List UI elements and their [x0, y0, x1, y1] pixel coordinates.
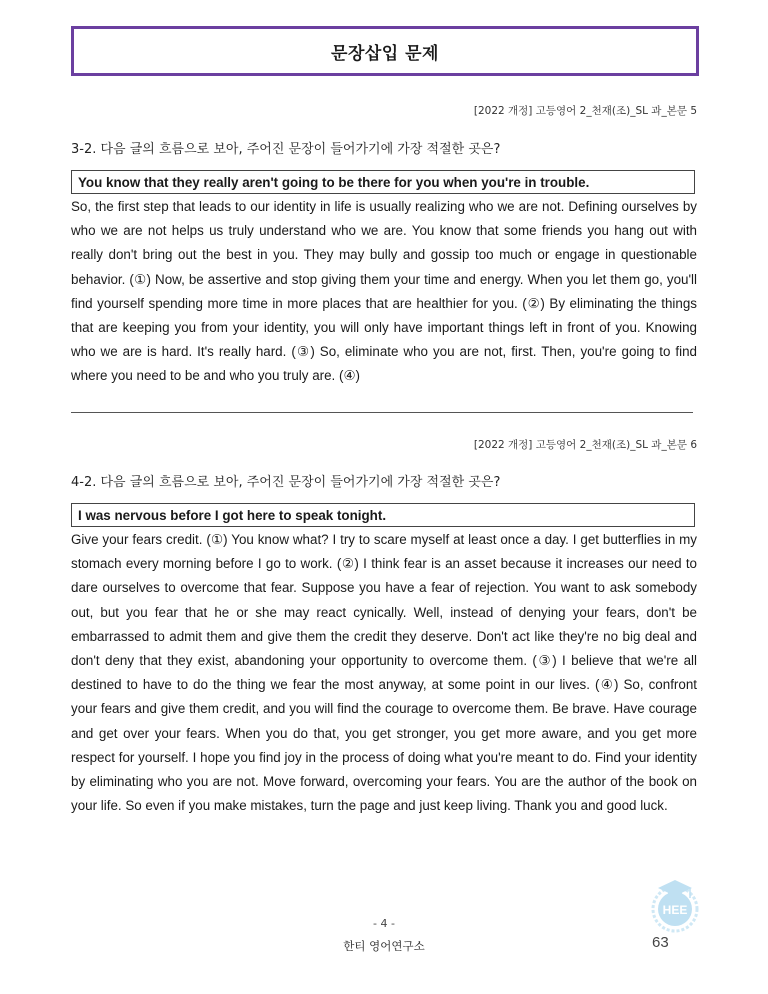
- page-number: 63: [652, 934, 669, 951]
- given-sentence: I was nervous before I got here to speak tonight.: [78, 507, 387, 523]
- question-text: 4-2. 다음 글의 흐름으로 보아, 주어진 문장이 들어가기에 가장 적절한 곳은?: [71, 475, 501, 490]
- source-label: [2022 개정] 고등영어 2_천재(조)_SL 과_본문 6: [473, 439, 697, 451]
- hee-logo-icon: [648, 878, 702, 934]
- given-sentence-box: [71, 170, 695, 194]
- given-sentence-box: [71, 503, 695, 527]
- logo-text: HEE: [662, 903, 688, 917]
- footer-organization: 한티 영어연구소: [343, 939, 425, 953]
- passage-text: Give your fears credit. (①) You know what? I try to scare myself at least once a day. I get butterflies in my stomach every morning before I go to work. (②) I think fear is an asset because it increases our need to dare ourselves to overcome that fear. Suppose you have a fear of rejection. You want to ask somebody out, but you fear that he or she may react cynically. Well, instead of denying your fears, don't be embarrassed to admit them and give them the credit they deserve. Don't act like they're no big deal and don't deny that they exist, abandoning your opportunity to overcome them. (③) I believe that we're all destined to have to do the thing we fear the most anyway, at some point in our lives. (④) So, confront your fears and give them credit, and you will find the courage to overcome them. Be brave. Have courage and get over your fears. When you do that, you get stronger, you get more aware, and you get more respect for yourself. I hope you find joy in the process of doing what you're meant to do. Find your identity by eliminating who you are not. Move forward, overcoming your fears. You are the author of the book on your life. So even if you make mistakes, turn the page and just keep living. Thank you and good luck.: [71, 532, 697, 814]
- source-label: [2022 개정] 고등영어 2_천재(조)_SL 과_본문 5: [473, 105, 697, 117]
- given-sentence: You know that they really aren't going to be there for you when you're in trouble.: [78, 174, 590, 190]
- section-divider: [71, 412, 693, 413]
- footer-page-label: - 4 -: [373, 917, 395, 930]
- page-title: 문장삽입 문제: [71, 26, 699, 76]
- passage-text: So, the first step that leads to our identity in life is usually realizing who we are not. Defining ourselves by who we are not helps us truly understand who we are. You know that some friends you hang out with really don't bring out the best in you. They may bully and gossip too much or engage in questionable behavior. (①) Now, be assertive and stop giving them your time and energy. When you let them go, you'll find yourself spending more time in more places that are healthier for you. (②) By eliminating the things that are keeping you from your identity, you will only have important things left in front of you. Knowing who we are is hard. It's really hard. (③) So, eliminate who you are not, first. Then, you're going to find where you need to be and who you truly are. (④): [71, 199, 697, 384]
- question-text: 3-2. 다음 글의 흐름으로 보아, 주어진 문장이 들어가기에 가장 적절한 곳은?: [71, 142, 501, 157]
